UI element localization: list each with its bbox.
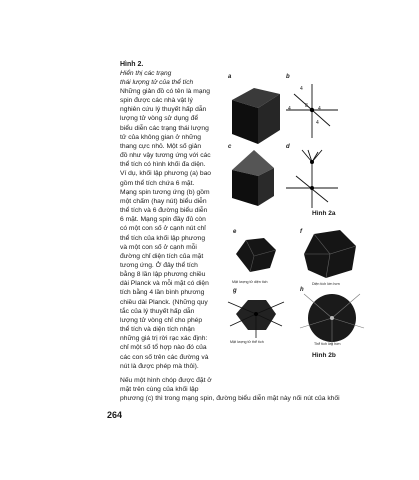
body-line: những giá trị rời rạc xác định:	[120, 335, 208, 343]
cube-drawing	[224, 78, 290, 148]
body-line: biểu diễn các trạng thái lượng	[120, 124, 209, 132]
spin-number: 4	[288, 106, 291, 112]
body-line: 6 mặt. Mạng spin đầy đủ còn	[120, 216, 206, 224]
body-line: chiều dài Planck. (Những quy	[120, 298, 208, 306]
panel-f-caption: Diện tích lớn hơn	[312, 282, 340, 286]
caption-subtitle-line: thái lượng tử của thể tích	[120, 78, 194, 86]
small-polyhedron-volume-drawing	[222, 292, 292, 342]
panel-letter-e: e	[233, 229, 237, 235]
body-line: Những giản đồ có tên là mạng	[120, 88, 210, 95]
body-line: tử của không gian ở những	[120, 133, 202, 141]
body-line: lượng tử vòng sử dụng để	[120, 115, 199, 123]
large-polyhedron-area-drawing	[294, 226, 364, 282]
panel-letter-a: a	[228, 74, 232, 80]
panel-letter-f: f	[300, 229, 302, 235]
body-line: chỉ một số tổ hợp nào đó của	[120, 344, 207, 352]
panel-letter-h: h	[300, 287, 304, 293]
spin-number: 4	[300, 86, 303, 92]
body-line: tích bằng 4 lần bình phương	[120, 289, 205, 297]
body-line: Ví dụ, khối lập phương (a) bao	[120, 170, 212, 178]
body-line: mặt trên cùng của khối lập	[120, 386, 199, 393]
body-line: và một con số ở cạnh mỗi	[120, 243, 197, 251]
spin-number: 4	[316, 120, 319, 126]
figure-label-2a: Hình 2a	[312, 210, 336, 217]
figure-label-2b: Hình 2b	[312, 352, 336, 359]
body-line: có một con số ở cạnh nút chỉ	[120, 225, 206, 233]
panel-g-caption: Mặt lượng tử thể tích	[230, 340, 264, 344]
spin-network-cube-diagram	[282, 80, 342, 142]
large-polyhedron-volume-drawing	[296, 288, 366, 346]
body-line: tắc của lý thuyết hấp dẫn	[120, 307, 195, 315]
body-line: một chấm (hay nút) biểu diễn	[120, 197, 207, 205]
body-line: thể tích và diện tích nhận	[120, 326, 195, 334]
body-text-column	[120, 87, 220, 371]
body-line: dài Planck và mỗi mặt có diện	[120, 280, 209, 288]
cube-with-pyramid-drawing	[224, 148, 288, 210]
body-line: bằng 8 lần lập phương chiều	[120, 271, 206, 279]
body-line: nút là được phép mà thôi).	[120, 362, 199, 370]
body-line: thể tích có hình khối đa diện.	[120, 161, 206, 169]
page-number: 264	[107, 410, 123, 420]
body-line: thể tích của khối lập phương	[120, 234, 206, 242]
body-line: Nếu một hình chóp được đặt ở	[120, 377, 212, 384]
body-line: spin được các nhà vật lý	[120, 97, 193, 105]
spin-network-pyramid-diagram	[282, 148, 342, 210]
panel-letter-c: c	[228, 144, 232, 150]
panel-letter-d: d	[286, 144, 290, 150]
panel-letter-b: b	[286, 74, 290, 80]
small-polyhedron-area-drawing	[224, 232, 290, 280]
panel-h-caption: Thể tích lớn hơn	[314, 342, 341, 346]
body-line: các con số trên các đường và	[120, 353, 209, 361]
body-line: thể tích và 6 đường biểu diễn	[120, 207, 208, 215]
body-line: lượng tử vòng chỉ cho phép	[120, 316, 203, 324]
body-line: nghiên cứu lý thuyết hấp dẫn	[120, 106, 207, 114]
figure-caption-title: Hình 2.	[120, 61, 144, 68]
panel-letter-g: g	[233, 288, 237, 294]
panel-e-caption: Mặt lượng tử diện tích	[232, 280, 268, 284]
body-line: thang cực nhỏ. Một số giản	[120, 142, 202, 150]
body-line: tương ứng. Ở đây thể tích	[120, 261, 198, 269]
spin-number: 4	[318, 106, 321, 112]
caption-subtitle-line: Hiển thị các trạng	[120, 70, 172, 77]
figure-caption-subtitle	[120, 70, 215, 87]
body-line: phương (c) thì trong mạng spin, đường biểu diễn mặt này nối nút của khối	[120, 395, 340, 402]
spin-number: 8	[305, 103, 308, 109]
body-line: Mạng spin tương ứng (b) gồm	[120, 188, 210, 196]
body-line: đồ như vậy tương ứng với các	[120, 152, 211, 160]
body-line: gồm thể tích chứa 6 mặt.	[120, 179, 195, 187]
body-line: đường chỉ diện tích của mặt	[120, 252, 204, 260]
